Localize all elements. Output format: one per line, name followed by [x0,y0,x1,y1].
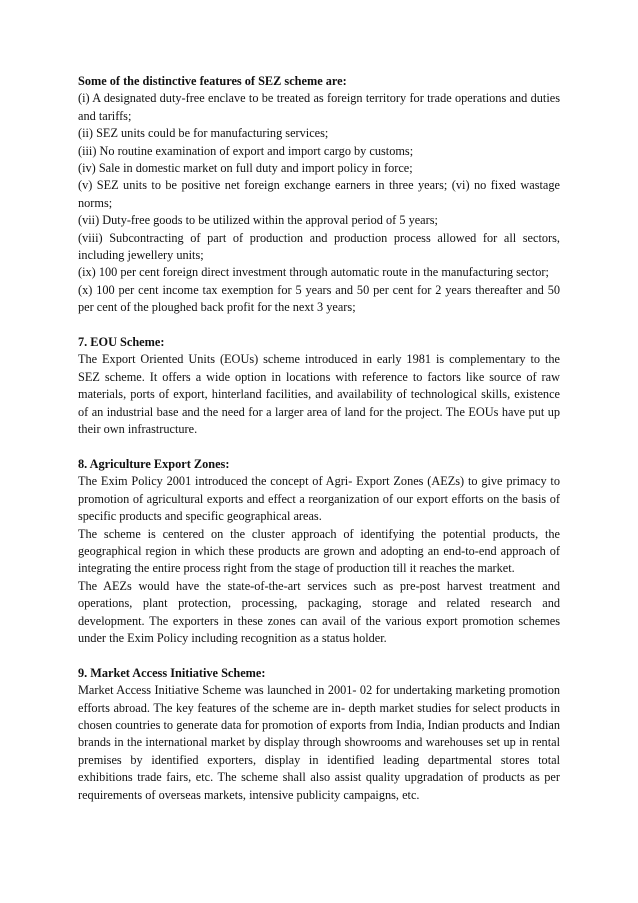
sez-features-heading: Some of the distinctive features of SEZ scheme are: [78,74,347,88]
mai-paragraph: Market Access Initiative Scheme was launched in 2001- 02 for undertaking marketing promotion efforts abroad. The key features of the scheme are in- depth market studies for select products in chosen countries to generate data for promotion of exports from India, Indian products and Indian brands in the international market by display through showrooms and warehouses set up in rental premises by identified exporters, display in identified leading departmental stores total exhibitions trade fairs, etc. The scheme shall also assist quality upgradation of products as per requirements of overseas markets, intensive publicity campaigns, etc. [78,683,560,802]
sez-feature-item: (vii) Duty-free goods to be utilized within the approval period of 5 years; [78,213,438,228]
eou-heading: 7. EOU Scheme: [78,335,165,350]
sez-feature-item: (i) A designated duty-free enclave to be treated as foreign territory for trade operations and duties and tariffs; [78,91,560,123]
eou-section [78,334,560,438]
document-page [78,73,560,821]
aez-heading: 8. Agriculture Export Zones: [78,456,230,471]
sez-feature-item: (iv) Sale in domestic market on full duty and import policy in force; [78,161,413,176]
aez-paragraph: The AEZs would have the state-of-the-art services such as pre-post harvest treatment and operations, plant protection, processing, packaging, storage and related research and development. The exporters in these zones can avail of the various export promotion schemes under the Exim Policy including recognition as a status holder. [78,578,560,645]
sez-feature-item: (ix) 100 per cent foreign direct investment through automatic route in the manufacturing sector; [78,265,549,280]
aez-section [78,456,560,647]
eou-paragraph: The Export Oriented Units (EOUs) scheme introduced in early 1981 is complementary to the SEZ scheme. It offers a wide option in locations with reference to factors like source of raw materials, ports of export, hinterland facilities, and availability of technological skills, existence of an industrial base and the need for a larger area of land for the project. The EOUs have put up their own infrastructure. [78,352,560,437]
sez-feature-item: (viii) Subcontracting of part of production and production process allowed for all sectors, including jewellery units; [78,230,560,263]
aez-paragraph: The Exim Policy 2001 introduced the concept of Agri- Export Zones (AEZs) to give primacy to promotion of agricultural exports and effect a reorganization of our export efforts on the basis of specific products and specific geographical areas. [78,474,560,524]
mai-heading: 9. Market Access Initiative Scheme: [78,665,266,680]
sez-feature-item: (iii) No routine examination of export and import cargo by customs; [78,143,414,158]
sez-features-section [78,73,560,317]
sez-feature-item: (ii) SEZ units could be for manufacturing services; [78,126,329,141]
mai-section [78,665,560,804]
sez-feature-item: (x) 100 per cent income tax exemption for 5 years and 50 per cent for 2 years thereafter and 50 per cent of the ploughed back profit for the next 3 years; [78,282,560,315]
aez-paragraph: The scheme is centered on the cluster approach of identifying the potential products, the geographical region in which these products are grown and adopting an end-to-end approach of integrating the entire process right from the stage of production till it reaches the market. [78,526,560,576]
sez-feature-item: (v) SEZ units to be positive net foreign exchange earners in three years; (vi) no fixed wastage norms; [78,178,560,210]
